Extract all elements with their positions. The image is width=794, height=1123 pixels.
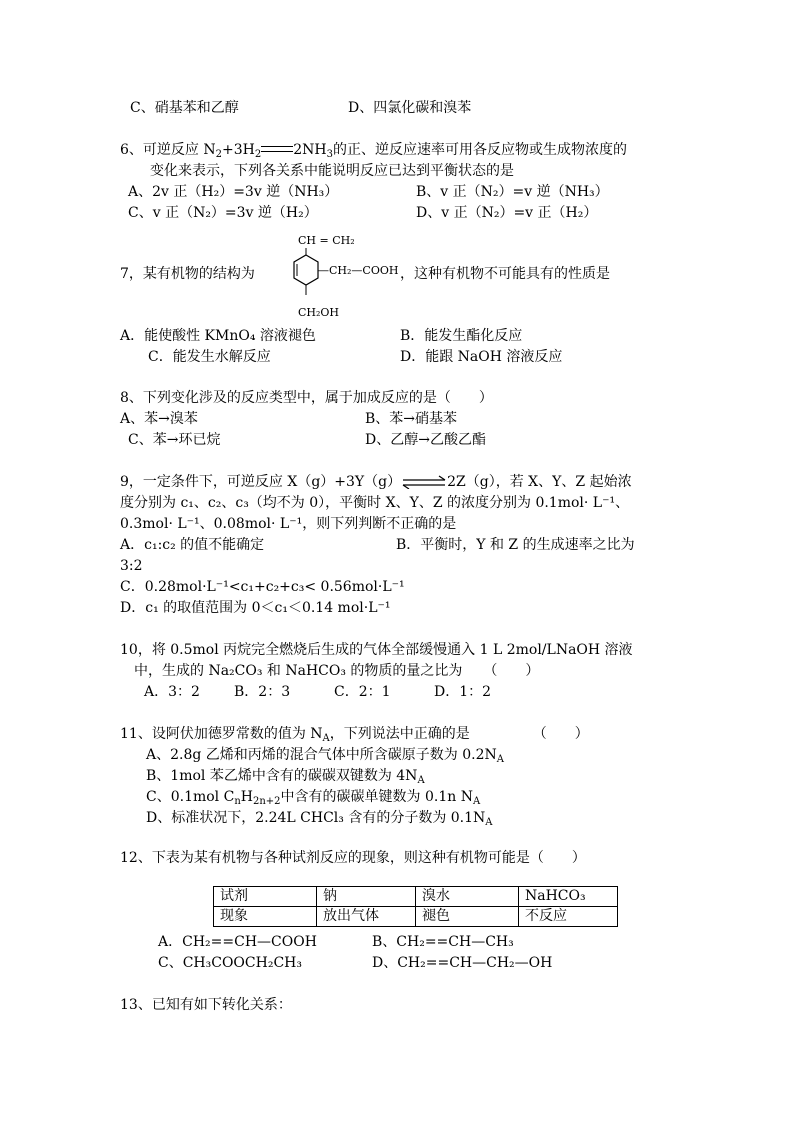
q9-stem-line3: 0.3mol· L⁻¹、0.08mol· L⁻¹，则下列判断不正确的是 xyxy=(120,516,457,532)
q6-stem-line2: 变化来表示，下列各关系中能说明反应已达到平衡状态的是 xyxy=(150,163,514,179)
q8-option-a: A、苯→溴苯 xyxy=(120,411,198,427)
table-cell: 不反应 xyxy=(519,907,618,927)
q5-option-c: C、硝基苯和乙醇 xyxy=(130,100,239,116)
q7-carboxymethyl-group: —CH₂—COOH xyxy=(318,264,399,277)
table-cell: NaHCO₃ xyxy=(519,887,618,907)
reversible-arrow-icon xyxy=(401,475,447,489)
q10-stem-line1: 10，将 0.5mol 丙烷完全燃烧后生成的气体全部缓慢通入 1 L 2mol/LNaOH 溶液 xyxy=(120,642,633,658)
table-row xyxy=(214,907,618,927)
table-cell: 现象 xyxy=(214,907,317,927)
table-cell: 试剂 xyxy=(214,887,317,907)
q11-option-c: C、0.1mol $C_nH_{2n+2}$中含有的碳碳单键数为 0.1n $N_A$ xyxy=(146,789,481,807)
q6-stem-line1: 6、可逆反应 $N_2+3H_2$ $2NH_3$的正、逆反应速率可用各反应物或生成物浓度的 xyxy=(120,142,627,160)
q6-option-b: B、v 正（N₂）=v 逆（NH₃） xyxy=(416,184,609,200)
q10-option-c: C．2：1 xyxy=(334,684,391,700)
q6-option-d: D、v 正（N₂）=v 正（H₂） xyxy=(416,205,598,221)
q12-option-c: C、CH₃COOCH₂CH₃ xyxy=(158,955,302,971)
table-cell: 放出气体 xyxy=(317,907,416,927)
q9-option-b-continued: 3:2 xyxy=(120,558,143,574)
table-cell: 溴水 xyxy=(416,887,519,907)
table-row xyxy=(214,887,618,907)
table-cell: 褪色 xyxy=(416,907,519,927)
q7-hydroxymethyl-group: CH₂OH xyxy=(298,306,340,319)
q11-option-d: D、标准状况下，2.24L CHCl₃ 含有的分子数为 $0.1N_A$ xyxy=(146,810,493,828)
q6-option-c: C、v 正（N₂）=3v 逆（H₂） xyxy=(128,205,318,221)
q5-option-d: D、四氯化碳和溴苯 xyxy=(348,100,472,116)
q9-stem-line2: 度分别为 c₁、c₂、c₃（均不为 0），平衡时 X、Y、Z 的浓度分别为 0.1mol· L⁻¹、 xyxy=(120,495,630,511)
q10-stem-line2: 中，生成的 Na₂CO₃ 和 NaHCO₃ 的物质的量之比为 （ ） xyxy=(134,663,540,679)
q6-option-a: A、2v 正（H₂）=3v 逆（NH₃） xyxy=(128,184,339,200)
table-cell: 钠 xyxy=(317,887,416,907)
q7-vinyl-group: CH = CH₂ xyxy=(298,234,355,247)
q11-option-a: A、2.8g 乙烯和丙烯的混合气体中所含碳原子数为 $0.2N_A$ xyxy=(146,747,504,765)
q7-option-d: D．能跟 NaOH 溶液反应 xyxy=(400,349,563,365)
q13-stem: 13、已知有如下转化关系： xyxy=(120,997,292,1013)
q11-option-b: B、1mol 苯乙烯中含有的碳碳双键数为 $4N_A$ xyxy=(146,768,425,786)
q8-option-d: D、乙醇→乙酸乙酯 xyxy=(365,432,486,448)
q12-stem: 12、下表为某有机物与各种试剂反应的现象，则这种有机物可能是（ ） xyxy=(120,850,586,866)
q7-option-c: C．能发生水解反应 xyxy=(148,349,271,365)
q12-reaction-table xyxy=(213,886,618,927)
q7-option-a: A．能使酸性 KMnO₄ 溶液褪色 xyxy=(120,328,316,344)
q9-stem-line1: 9，一定条件下，可逆反应 X（g）+3Y（g） 2Z（g），若 X、Y、Z 起始浓 xyxy=(120,474,632,490)
q7-structure-diagram xyxy=(286,235,398,323)
q9-option-b: B．平衡时，Y 和 Z 的生成速率之比为 xyxy=(396,537,635,553)
q12-option-b: B、CH₂==CH—CH₃ xyxy=(372,934,514,950)
q10-option-a: A．3：2 xyxy=(144,684,200,700)
q9-option-c: C．0.28mol·L⁻¹<c₁+c₂+c₃< 0.56mol·L⁻¹ xyxy=(120,579,405,595)
q9-option-a: A．c₁:c₂ 的值不能确定 xyxy=(120,537,265,553)
q8-stem: 8、下列变化涉及的反应类型中，属于加成反应的是（ ） xyxy=(120,390,493,406)
equilibrium-sign-icon xyxy=(261,144,293,156)
q10-option-b: B．2：3 xyxy=(234,684,291,700)
q7-stem-b: ，这种有机物不可能具有的性质是 xyxy=(400,266,610,282)
q7-stem-a: 7，某有机物的结构为 xyxy=(120,266,255,282)
q8-option-c: C、苯→环已烷 xyxy=(128,432,221,448)
q12-option-d: D、CH₂==CH—CH₂—OH xyxy=(372,955,553,971)
q8-option-b: B、苯→硝基苯 xyxy=(365,411,458,427)
q12-option-a: A．CH₂==CH—COOH xyxy=(158,934,317,950)
q7-option-b: B．能发生酯化反应 xyxy=(400,328,523,344)
q9-option-d: D．c₁ 的取值范围为 0＜c₁＜0.14 mol·L⁻¹ xyxy=(120,600,391,616)
q10-option-d: D．1：2 xyxy=(434,684,492,700)
q11-stem: 11、设阿伏加德罗常数的值为 $N_A$，下列说法中正确的是 （ ） xyxy=(120,726,589,744)
